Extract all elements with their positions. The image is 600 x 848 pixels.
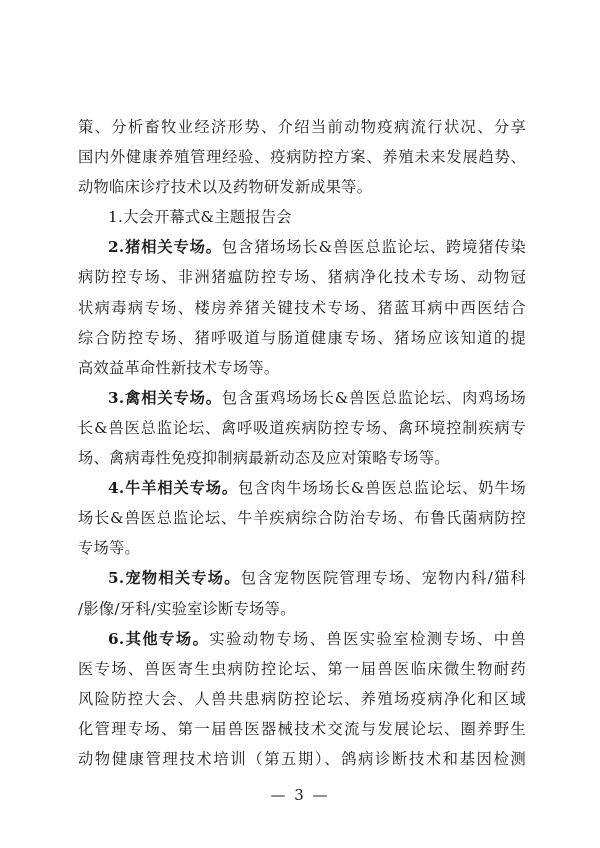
- text-line: 场、禽病毒性免疫抑制病最新动态及应对策略专场等。: [78, 449, 450, 468]
- text-line: 高效益革命性新技术专场等。: [78, 358, 280, 377]
- text-line: 动物健康管理技术培训（第五期）、鸽病诊断技术和基因检测: [78, 749, 526, 768]
- page-number: — 3 —: [270, 786, 330, 804]
- text-line: 动物临床诊疗技术以及药物研发新成果等。: [78, 178, 373, 197]
- text-line: /影像/牙科/实验室诊断专场等。: [78, 599, 296, 618]
- text-line: 化管理专场、第一届兽医器械技术交流与发展论坛、圈养野生: [78, 719, 526, 738]
- text-line: 场长&兽医总监论坛、牛羊疾病综合防治专场、布鲁氏菌病防控: [78, 509, 526, 528]
- item-2-first-line: [78, 232, 526, 262]
- item-5-first-line: [78, 563, 526, 593]
- text-line: 长&兽医总监论坛、禽呼吸道疾病防控专场、禽环境控制疾病专: [78, 418, 526, 437]
- item-5-text: 包含宠物医院管理专场、宠物内科/猫科: [240, 569, 526, 588]
- text-line: 国内外健康养殖管理经验、疫病防控方案、养殖未来发展趋势、: [78, 148, 526, 167]
- item-1-heading: 1.大会开幕式&主题报告会: [108, 208, 292, 227]
- document-body: [78, 112, 526, 774]
- item-6-lead: 6.其他专场。: [108, 629, 210, 648]
- item-4-first-line: [78, 473, 526, 503]
- item-3-lead: 3.禽相关专场。: [108, 388, 222, 407]
- text-line: 医专场、兽医寄生虫病防控论坛、第一届兽医临床微生物耐药: [78, 659, 526, 678]
- text-line: 风险防控大会、人兽共患病防控论坛、养殖场疫病净化和区域: [78, 689, 526, 708]
- item-5-lead: 5.宠物相关专场。: [108, 569, 241, 588]
- item-2-lead: 2.猪相关专场。: [108, 238, 222, 257]
- item-3-first-line: [78, 383, 526, 413]
- text-line: 专场等。: [78, 539, 140, 558]
- item-4-text: 包含肉牛场场长&兽医总监论坛、奶牛场: [238, 479, 526, 498]
- item-6-first-line: [78, 624, 526, 654]
- item-3-text: 包含蛋鸡场场长&兽医总监论坛、肉鸡场场: [221, 388, 526, 407]
- text-line: 状病毒病专场、楼房养猪关键技术专场、猪蓝耳病中西医结合: [78, 298, 526, 317]
- text-line: 策、分析畜牧业经济形势、介绍当前动物疫病流行状况、分享: [78, 118, 526, 136]
- item-4-lead: 4.牛羊相关专场。: [108, 479, 238, 498]
- text-line: 病防控专场、非洲猪瘟防控专场、猪病净化技术专场、动物冠: [78, 268, 526, 287]
- text-line: 综合防控专场、猪呼吸道与肠道健康专场、猪场应该知道的提: [78, 328, 526, 347]
- item-2-text: 包含猪场场长&兽医总监论坛、跨境猪传染: [221, 238, 526, 257]
- item-6-text: 实验动物专场、兽医实验室检测专场、中兽: [209, 629, 526, 648]
